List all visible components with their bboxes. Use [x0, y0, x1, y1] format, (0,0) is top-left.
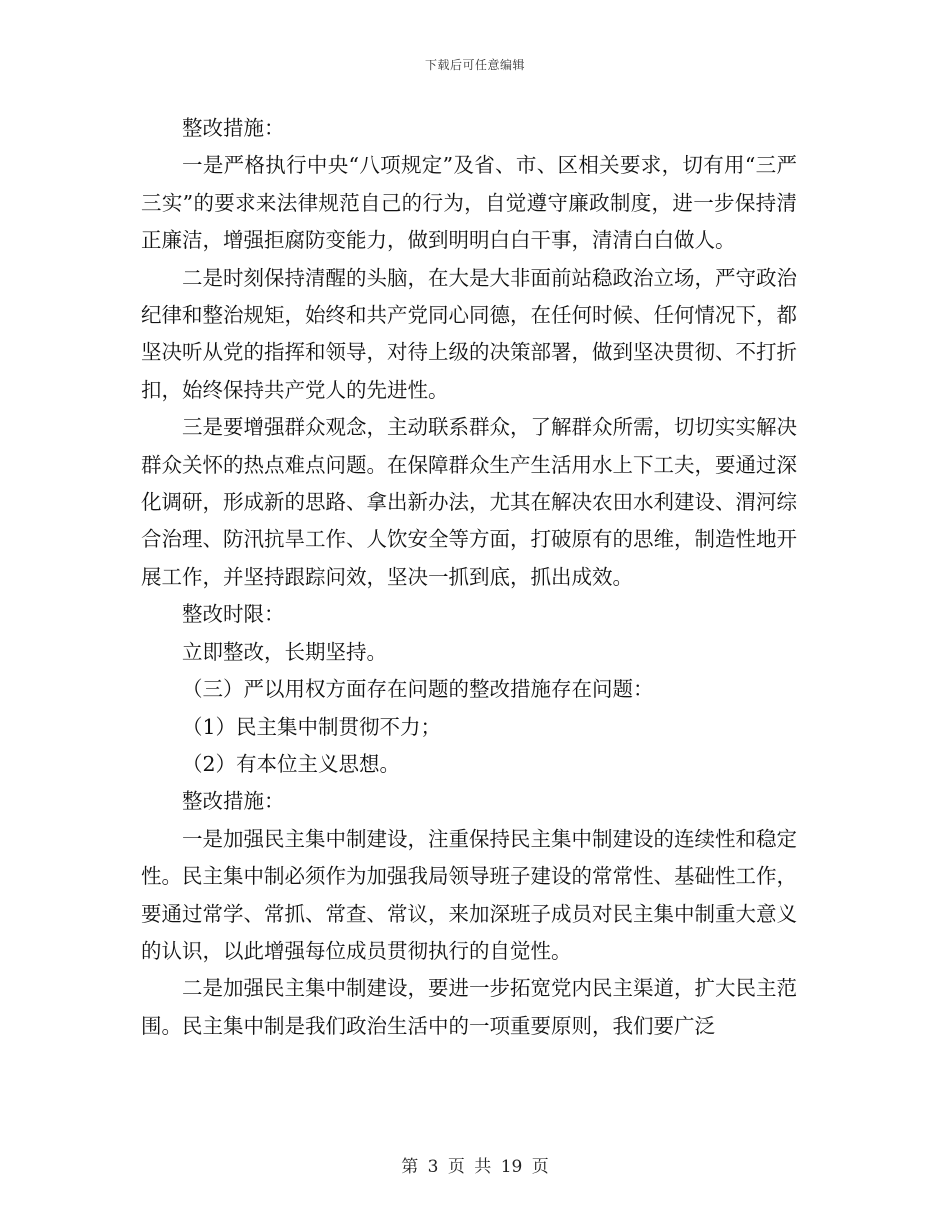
paragraph: 三是要增强群众观念，主动联系群众，了解群众所需，切切实实解决群众关怀的热点难点问题。在保障群众生产生活用水上下工夫，要通过深化调研，形成新的思路、拿出新办法，尤其在解决农田水利建设、渭河综合治理、防汛抗旱工作、人饮安全等方面，打破原有的思维，制造性地开展工作，并坚持跟踪问效，坚决一抓到底，抓出成效。	[141, 415, 797, 589]
paragraph: 整改时限：	[182, 602, 285, 627]
paragraph: 二是时刻保持清醒的头脑，在大是大非面前站稳政治立场，严守政治纪律和整治规矩，始终和共产党同心同德，在任何时候、任何情况下，都坚决听从党的指挥和领导，对待上级的决策部署，做到坚决贯彻、不打折扣，始终保持共产党人的先进性。	[141, 265, 797, 402]
paragraph: 整改措施：	[182, 789, 285, 814]
paragraph: 二是加强民主集中制建设，要进一步拓宽党内民主渠道，扩大民主范围。民主集中制是我们政治生活中的一项重要原则，我们要广泛	[141, 976, 797, 1038]
page-number-footer: 第 3 页 共 19 页	[401, 1157, 549, 1177]
paragraph: 立即整改，长期坚持。	[182, 639, 387, 664]
document-body	[141, 110, 797, 1045]
paragraph: （1）民主集中制贯彻不力；	[182, 714, 442, 739]
paragraph: 整改措施：	[182, 116, 285, 140]
paragraph: 一是加强民主集中制建设，注重保持民主集中制建设的连续性和稳定性。民主集中制必须作为加强我局领导班子建设的常常性、基础性工作，要通过常学、常抓、常查、常议，来加深班子成员对民主集中制重大意义的认识，以此增强每位成员贯彻执行的自觉性。	[141, 826, 797, 963]
paragraph: 一是严格执行中央“八项规定”及省、市、区相关要求，切有用“三严三实”的要求来法律规范自己的行为，自觉遵守廉政制度，进一步保持清正廉洁，增强拒腐防变能力，做到明明白白干事，清清白白做人。	[141, 153, 797, 253]
paragraph: （2）有本位主义思想。	[182, 751, 401, 776]
page-header-note: 下载后可任意编辑	[424, 58, 525, 72]
paragraph: （三）严以用权方面存在问题的整改措施存在问题：	[182, 677, 654, 702]
